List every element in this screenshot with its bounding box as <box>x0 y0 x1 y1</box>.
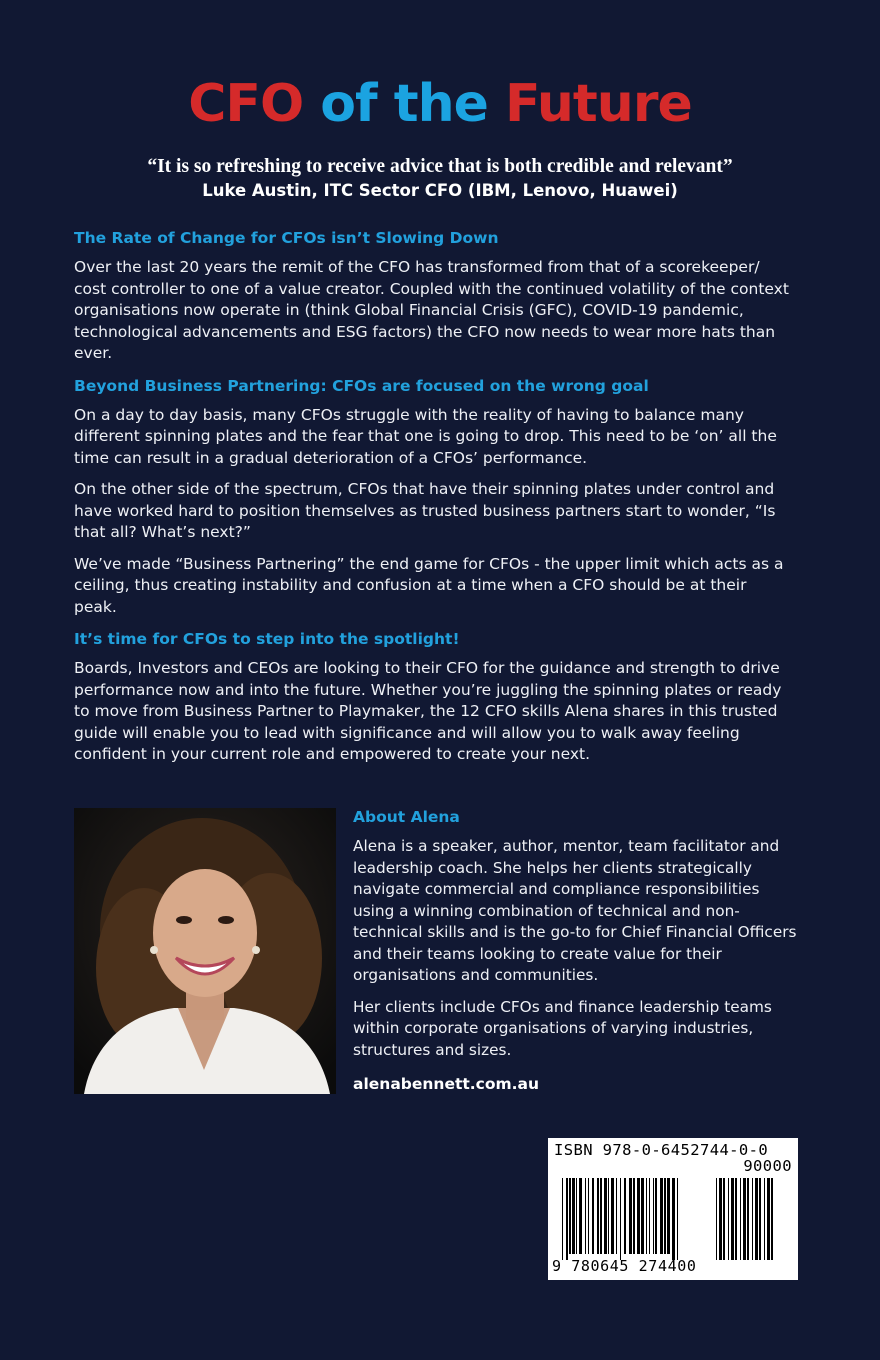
section-paragraph: On a day to day basis, many CFOs struggle with the reality of having to balance many different spinning plates and the fear that one is going to drop. This need to be ‘on’ all the time can result in a gradual deterioration of a CFOs’ performance. <box>74 405 777 467</box>
barcode-bar <box>562 1178 563 1260</box>
barcode-addon-bar <box>759 1178 761 1260</box>
section-paragraph: Boards, Investors and CEOs are looking to their CFO for the guidance and strength to drive performance now and into the future. Whether you’re juggling the spinning plates or ready to move from Business Partner to Playmaker, the 12 CFO skills Alena shares in this trusted guide will enable you to lead with significance and will allow you to walk away feeling confident in your current role and empowered to create your next. <box>74 659 782 763</box>
barcode-bar <box>597 1178 599 1254</box>
barcode-bar <box>672 1178 675 1260</box>
barcode-addon-bar <box>723 1178 725 1260</box>
barcode-bar <box>608 1178 609 1254</box>
title-part-cfo: CFO <box>188 74 304 134</box>
barcode-bar <box>629 1178 632 1254</box>
barcode-bar <box>660 1178 663 1254</box>
barcode-bar <box>588 1178 589 1254</box>
author-portrait-illustration <box>74 808 336 1094</box>
barcode-bar <box>633 1178 635 1254</box>
barcode-bar <box>576 1178 577 1254</box>
about-heading: About Alena <box>353 808 460 826</box>
barcode-bar <box>572 1178 575 1254</box>
testimonial-quote <box>60 155 820 203</box>
price-code: 90000 <box>743 1157 792 1175</box>
barcode-addon-bar <box>767 1178 770 1260</box>
barcode-bar <box>624 1178 626 1254</box>
barcode-addon-bar <box>771 1178 773 1260</box>
barcode-bar <box>646 1178 647 1254</box>
barcode-bar <box>649 1178 650 1254</box>
barcode-addon-bar <box>743 1178 746 1260</box>
quote-attribution: Luke Austin, ITC Sector CFO (IBM, Lenovo, Huawei) <box>202 181 678 200</box>
about-author <box>353 806 803 1093</box>
author-photo <box>74 808 336 1094</box>
title-part-future: Future <box>504 74 692 134</box>
barcode-bar <box>604 1178 607 1254</box>
section-paragraph: Over the last 20 years the remit of the CFO has transformed from that of a scorekeeper/ cost controller to one of a value creator. Coupled with the continued volatility of the context organisations now operate in (think Global Financial Crisis (GFC), COVID-19 pandemic, technological advancements and ESG factors) the CFO now needs to wear more hats than ever. <box>74 258 789 362</box>
barcode-bar <box>569 1178 571 1254</box>
isbn-number: ISBN 978-0-6452744-0-0 <box>554 1141 769 1159</box>
barcode-bar <box>600 1178 602 1254</box>
barcode-bar <box>592 1178 594 1254</box>
barcode-addon-bar <box>716 1178 717 1260</box>
barcode-addon-bar <box>755 1178 758 1260</box>
quote-text: “It is so refreshing to receive advice that is both credible and relevant” <box>147 156 733 177</box>
barcode-bar <box>579 1178 582 1254</box>
barcode-addon-bar <box>752 1178 753 1260</box>
barcode-addon-bar <box>728 1178 729 1260</box>
ean-number: 9 780645 274400 <box>552 1257 697 1275</box>
title-part-of-the: of the <box>320 74 488 134</box>
about-paragraph: Alena is a speaker, author, mentor, team facilitator and leadership coach. She helps her clients strategically navigate commercial and compliance responsibilities using a winning combination of technical and non-technical skills and is the go-to for Chief Financial Officers and their teams looking to create value for their organisations and communities. <box>353 837 797 984</box>
book-title <box>0 72 880 136</box>
barcode-addon-bar <box>740 1178 741 1260</box>
section-paragraph: On the other side of the spectrum, CFOs that have their spinning plates under control and have worked hard to position themselves as trusted business partners start to wonder, “Is that all? What’s next?” <box>74 480 776 541</box>
about-paragraph: Her clients include CFOs and finance leadership teams within corporate organisations of varying industries, structures and sizes. <box>353 997 772 1059</box>
barcode-bar <box>637 1178 640 1254</box>
barcode-bar <box>664 1178 666 1254</box>
barcode-bar <box>585 1178 586 1254</box>
barcode-bar <box>667 1178 670 1254</box>
barcode-bar <box>653 1178 654 1254</box>
section-paragraph: We’ve made “Business Partnering” the end game for CFOs - the upper limit which acts as a ceiling, thus creating instability and confusion at a time when a CFO should be at their peak. <box>74 554 784 616</box>
barcode-bar <box>655 1178 657 1254</box>
barcode-bar <box>611 1178 614 1254</box>
barcode-addon-bar <box>735 1178 737 1260</box>
section-heading-business-partnering: Beyond Business Partnering: CFOs are focused on the wrong goal <box>74 376 649 395</box>
barcode-bar <box>677 1178 678 1260</box>
blurb-body <box>74 227 794 776</box>
barcode-addon-bar <box>747 1178 749 1260</box>
isbn-barcode <box>548 1138 798 1280</box>
section-heading-spotlight: It’s time for CFOs to step into the spotlight! <box>74 630 460 648</box>
barcode-bar <box>616 1178 617 1254</box>
author-website-link[interactable]: alenabennett.com.au <box>353 1075 540 1093</box>
barcode-bar <box>641 1178 644 1254</box>
barcode-addon-bar <box>764 1178 765 1260</box>
barcode-addon-bar <box>719 1178 722 1260</box>
barcode-bar <box>620 1178 621 1260</box>
barcode-addon-bar <box>731 1178 734 1260</box>
section-heading-rate-of-change: The Rate of Change for CFOs isn’t Slowing Down <box>74 229 499 247</box>
barcode-bar <box>566 1178 568 1260</box>
